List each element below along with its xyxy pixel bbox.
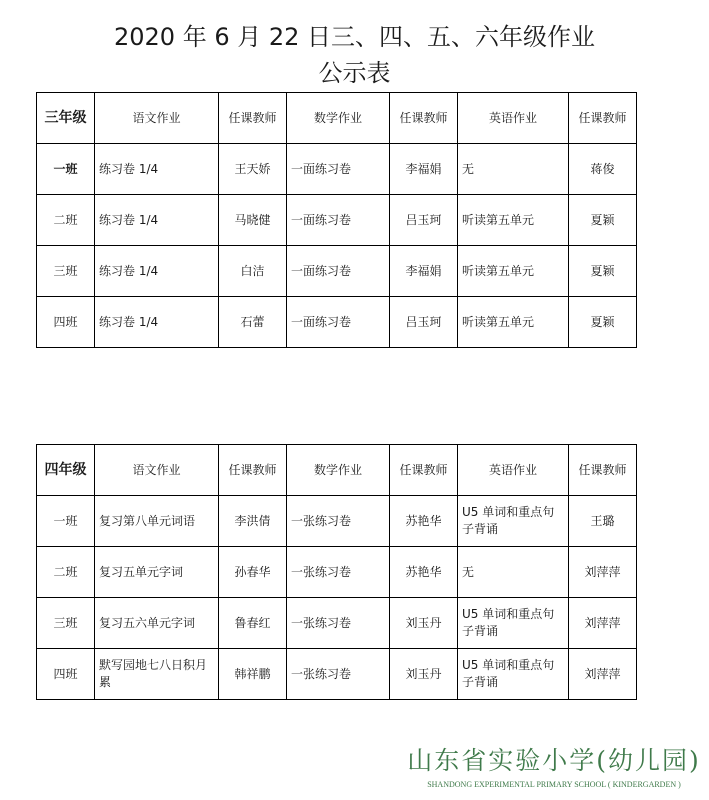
class-label: 二班	[37, 195, 95, 246]
table-row	[37, 297, 637, 348]
english-teacher: 刘萍萍	[569, 547, 637, 598]
english-homework: 无	[458, 547, 569, 598]
table-header-row	[37, 93, 637, 144]
english-homework: 无	[458, 144, 569, 195]
math-homework: 一张练习卷	[287, 649, 390, 700]
english-teacher: 刘萍萍	[569, 598, 637, 649]
english-teacher: 刘萍萍	[569, 649, 637, 700]
english-homework: 听读第五单元	[458, 195, 569, 246]
english-teacher: 蒋俊	[569, 144, 637, 195]
class-label: 三班	[37, 246, 95, 297]
english-teacher: 夏颖	[569, 297, 637, 348]
column-header-english: 英语作业	[458, 445, 569, 496]
math-teacher: 李福娟	[390, 246, 458, 297]
table-row	[37, 649, 637, 700]
math-homework: 一面练习卷	[287, 297, 390, 348]
page-title: 2020 年 6 月 22 日三、四、五、六年级作业	[113, 23, 596, 51]
math-homework: 一张练习卷	[287, 547, 390, 598]
math-teacher: 吕玉珂	[390, 195, 458, 246]
class-label: 三班	[37, 598, 95, 649]
column-header-teacher: 任课教师	[219, 93, 287, 144]
chinese-homework: 练习卷 1/4	[95, 144, 219, 195]
column-header-math: 数学作业	[287, 93, 390, 144]
math-teacher: 刘玉丹	[390, 649, 458, 700]
math-homework: 一面练习卷	[287, 246, 390, 297]
table-row	[37, 496, 637, 547]
column-header-english: 英语作业	[458, 93, 569, 144]
math-homework: 一面练习卷	[287, 144, 390, 195]
chinese-homework: 练习卷 1/4	[95, 297, 219, 348]
table-row	[37, 195, 637, 246]
math-teacher: 吕玉珂	[390, 297, 458, 348]
chinese-teacher: 孙春华	[219, 547, 287, 598]
school-name-chinese: 山东省实验小学(幼儿园)	[407, 746, 701, 775]
page-subtitle: 公示表	[318, 59, 391, 87]
english-homework: U5 单词和重点句子背诵	[458, 598, 569, 649]
chinese-homework: 复习第八单元词语	[95, 496, 219, 547]
math-teacher: 苏艳华	[390, 547, 458, 598]
column-header-teacher: 任课教师	[219, 445, 287, 496]
chinese-teacher: 鲁春红	[219, 598, 287, 649]
chinese-homework: 复习五单元字词	[95, 547, 219, 598]
math-teacher: 苏艳华	[390, 496, 458, 547]
chinese-teacher: 石蕾	[219, 297, 287, 348]
column-header-chinese: 语文作业	[95, 93, 219, 144]
chinese-teacher: 李洪倩	[219, 496, 287, 547]
column-header-teacher: 任课教师	[569, 93, 637, 144]
column-header-math: 数学作业	[287, 445, 390, 496]
class-label: 四班	[37, 297, 95, 348]
table-row	[37, 598, 637, 649]
math-homework: 一面练习卷	[287, 195, 390, 246]
table-header-row	[37, 445, 637, 496]
chinese-homework: 复习五六单元字词	[95, 598, 219, 649]
english-homework: 听读第五单元	[458, 246, 569, 297]
class-label: 四班	[37, 649, 95, 700]
class-label: 一班	[37, 144, 95, 195]
table-row	[37, 144, 637, 195]
column-header-teacher: 任课教师	[390, 445, 458, 496]
chinese-homework: 默写园地七八日积月累	[95, 649, 219, 700]
math-teacher: 刘玉丹	[390, 598, 458, 649]
school-name-english: SHANDONG EXPERIMENTAL PRIMARY SCHOOL ( KINDERGARDEN )	[427, 780, 681, 789]
grade4-homework-table	[36, 444, 637, 700]
grade3-homework-table	[36, 92, 637, 348]
school-logo	[406, 744, 702, 796]
chinese-teacher: 韩祥鹏	[219, 649, 287, 700]
column-header-chinese: 语文作业	[95, 445, 219, 496]
grade-label: 四年级	[37, 445, 95, 496]
column-header-teacher: 任课教师	[390, 93, 458, 144]
english-homework: U5 单词和重点句子背诵	[458, 496, 569, 547]
math-teacher: 李福娟	[390, 144, 458, 195]
chinese-homework: 练习卷 1/4	[95, 246, 219, 297]
math-homework: 一张练习卷	[287, 598, 390, 649]
english-teacher: 夏颖	[569, 246, 637, 297]
table-row	[37, 547, 637, 598]
column-header-teacher: 任课教师	[569, 445, 637, 496]
grade-label: 三年级	[37, 93, 95, 144]
table-row	[37, 246, 637, 297]
class-label: 一班	[37, 496, 95, 547]
english-teacher: 夏颖	[569, 195, 637, 246]
english-homework: 听读第五单元	[458, 297, 569, 348]
english-homework: U5 单词和重点句子背诵	[458, 649, 569, 700]
math-homework: 一张练习卷	[287, 496, 390, 547]
chinese-teacher: 王天娇	[219, 144, 287, 195]
chinese-teacher: 马晓健	[219, 195, 287, 246]
chinese-teacher: 白洁	[219, 246, 287, 297]
english-teacher: 王璐	[569, 496, 637, 547]
chinese-homework: 练习卷 1/4	[95, 195, 219, 246]
class-label: 二班	[37, 547, 95, 598]
